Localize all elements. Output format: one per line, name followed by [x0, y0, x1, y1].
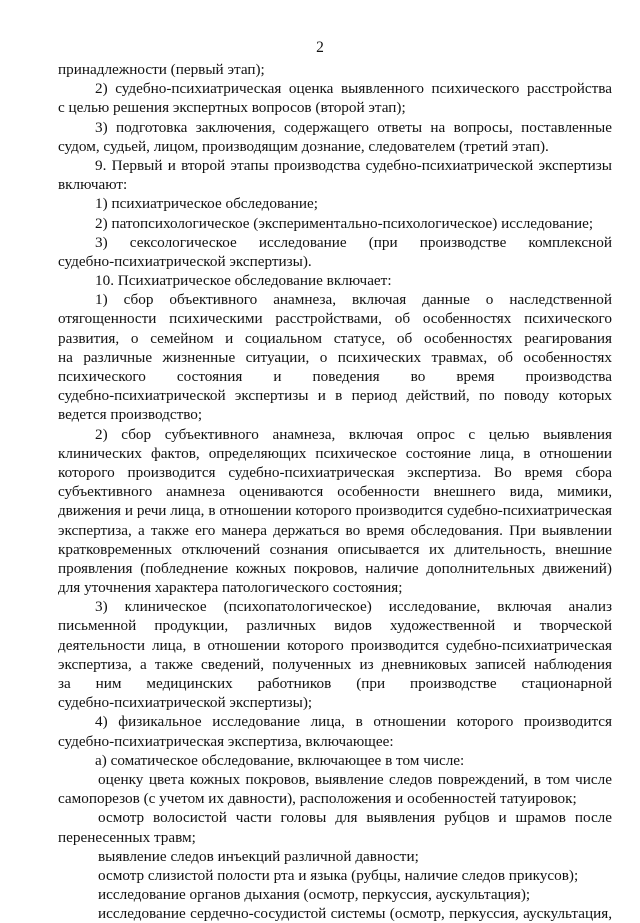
text-line: включают:: [58, 176, 128, 194]
text-line: отягощенности психическими расстройствами, об особенностях психического: [58, 310, 612, 328]
text-line: на различные жизненные ситуации, о психических травмах, об особенностях: [58, 348, 612, 366]
text-line: исследование органов дыхания (осмотр, перкуссия, аускультация);: [98, 886, 531, 904]
text-line: выявление следов инъекций различной давности;: [98, 847, 419, 865]
text-line: оценку цвета кожных покровов, выявление следов повреждений, в том числе: [98, 770, 612, 788]
text-line: судебно-психиатрическая экспертиза, включающее:: [58, 732, 394, 750]
text-line: судебно-психиатрической экспертизы и в период действий, по поводу которых: [58, 387, 612, 405]
text-line: деятельности лица, в отношении которого производится судебно-психиатрическая: [58, 636, 612, 654]
text-line: развития, о семейном и социальном статусе, об особенностях реагирования: [58, 329, 612, 347]
document-body: [58, 60, 612, 923]
text-line: субъективного анамнеза оцениваются особенности внешнего вида, мимики,: [58, 483, 612, 501]
text-line: перенесенных травм;: [58, 828, 196, 846]
text-line: экспертиза, а также его манера держаться во время обследования. При выявлении: [58, 521, 612, 539]
text-line: судом, судьей, лицом, производящим дознание, следователем (третий этап).: [58, 137, 549, 155]
text-line: 3) сексологическое исследование (при производстве комплексной: [95, 233, 612, 251]
text-line: 2) патопсихологическое (экспериментально-психологическое) исследование;: [95, 214, 594, 232]
text-line: ведется производство;: [58, 406, 203, 424]
text-line: 2) судебно-психиатрическая оценка выявленного психического расстройства: [95, 80, 612, 98]
text-line: движения и речи лица, в отношении которого производится судебно-психиатрическая: [58, 502, 612, 520]
text-line: 3) клиническое (психопатологическое) исследование, включая анализ: [95, 598, 612, 616]
text-line: самопорезов (с учетом их давности), расположения и особенностей татуировок;: [58, 790, 577, 808]
text-line: исследование сердечно-сосудистой системы (осмотр, перкуссия, аускультация,: [98, 905, 612, 923]
text-line: экспертиза, а также сведений, полученных из дневниковых записей наблюдения: [58, 655, 612, 673]
text-line: проявления (побледнение кожных покровов, наличие дополнительных движений): [58, 559, 612, 577]
text-line: 1) психиатрическое обследование;: [95, 195, 318, 213]
text-line: 3) подготовка заключения, содержащего ответы на вопросы, поставленные: [95, 118, 612, 136]
text-line: для уточнения характера патологического состояния;: [58, 579, 403, 597]
page-number: 2: [316, 39, 324, 56]
text-line: за ним медицинских работников (при производстве стационарной: [58, 675, 612, 692]
text-line: принадлежности (первый этап);: [58, 61, 265, 78]
text-line: 4) физикальное исследование лица, в отношении которого производится: [95, 713, 612, 731]
text-line: 1) сбор объективного анамнеза, включая данные о наследственной: [95, 291, 612, 309]
text-line: судебно-психиатрической экспертизы);: [58, 694, 313, 712]
text-line: а) соматическое обследование, включающее в том числе:: [95, 751, 465, 769]
text-line: 9. Первый и второй этапы производства судебно-психиатрической экспертизы: [95, 156, 612, 174]
text-line: 10. Психиатрическое обследование включает:: [95, 272, 392, 290]
text-line: письменной продукции, различных видов художественной и творческой: [58, 617, 612, 635]
text-line: 2) сбор субъективного анамнеза, включая опрос с целью выявления: [95, 425, 612, 443]
text-line: осмотр слизистой полости рта и языка (рубцы, наличие следов прикусов);: [98, 866, 579, 884]
text-line: которого производится судебно-психиатрическая экспертиза. Во время сбора: [58, 463, 612, 481]
text-line: осмотр волосистой части головы для выявления рубцов и шрамов после: [98, 809, 612, 827]
text-line: кратковременных отключений сознания описывается их длительность, внешние: [58, 540, 612, 558]
text-line: с целью решения экспертных вопросов (второй этап);: [58, 99, 406, 117]
text-line: клинических фактов, определяющих психическое состояние лица, в отношении: [58, 444, 612, 462]
text-line: судебно-психиатрической экспертизы).: [58, 252, 312, 270]
text-line: психического состояния и поведения во время производства: [58, 368, 612, 385]
